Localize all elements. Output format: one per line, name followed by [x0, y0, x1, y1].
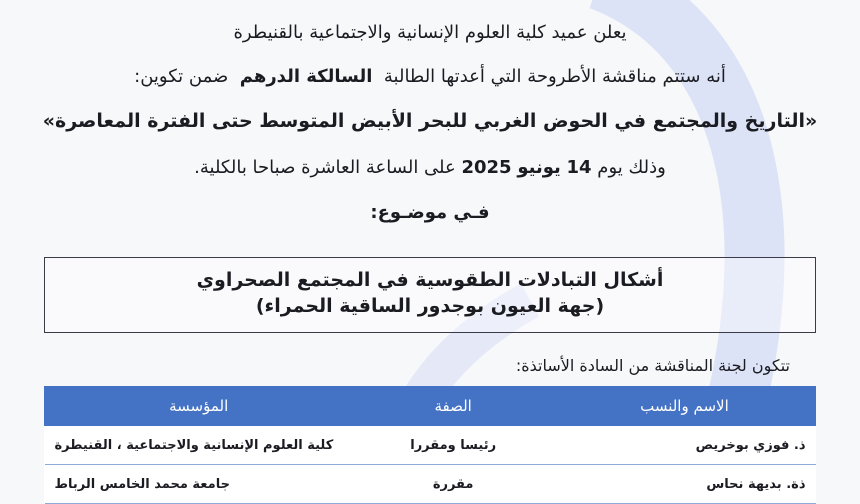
thesis-title: أشكال التبادلات الطقوسية في المجتمع الصحراوي	[196, 269, 664, 291]
table-row	[45, 426, 816, 465]
defense-date	[0, 157, 860, 178]
defense-intro	[0, 66, 860, 87]
dean-announcement: يعلن عميد كلية العلوم الإنسانية والاجتماعية بالقنيطرة	[233, 22, 627, 43]
member-name: ذ. فوزي بوخريص	[553, 426, 815, 465]
table-row	[45, 465, 816, 504]
member-name: ذة. بديهة نحاس	[553, 465, 815, 504]
thesis-title-box	[44, 257, 816, 333]
member-institution: جامعة محمد الخامس الرباط	[45, 465, 353, 504]
date-suffix: على الساعة العاشرة صباحا بالكلية.	[194, 157, 456, 178]
member-role: رئيسا ومقررا	[353, 426, 553, 465]
header-name: الاسم والنسب	[553, 387, 815, 426]
defense-intro-prefix: أنه ستتم مناقشة الأطروحة التي أعدتها الطالبة	[383, 66, 726, 87]
date-day: 14	[566, 157, 592, 178]
date-prefix: وذلك يوم	[597, 157, 666, 178]
committee-table	[44, 386, 816, 504]
member-institution: كلية العلوم الإنسانية والاجتماعية ، القنيطرة	[45, 426, 353, 465]
subject-heading: فـي موضـوع:	[370, 202, 490, 223]
header-institution: المؤسسة	[45, 387, 353, 426]
committee-intro: تتكون لجنة المناقشة من السادة الأساتذة:	[515, 356, 790, 375]
defense-intro-suffix: ضمن تكوين:	[134, 66, 229, 87]
program-name: «التاريخ والمجتمع في الحوض الغربي للبحر الأبيض المتوسط حتى الفترة المعاصرة»	[42, 110, 818, 132]
thesis-subtitle: (جهة العيون بوجدور الساقية الحمراء)	[255, 295, 605, 317]
table-header-row	[45, 387, 816, 426]
header-role: الصفة	[353, 387, 553, 426]
date-month: يونيو	[517, 157, 561, 178]
student-name: السالكة الدرهم	[239, 66, 373, 87]
date-year: 2025	[461, 157, 512, 178]
member-role: مقررة	[353, 465, 553, 504]
